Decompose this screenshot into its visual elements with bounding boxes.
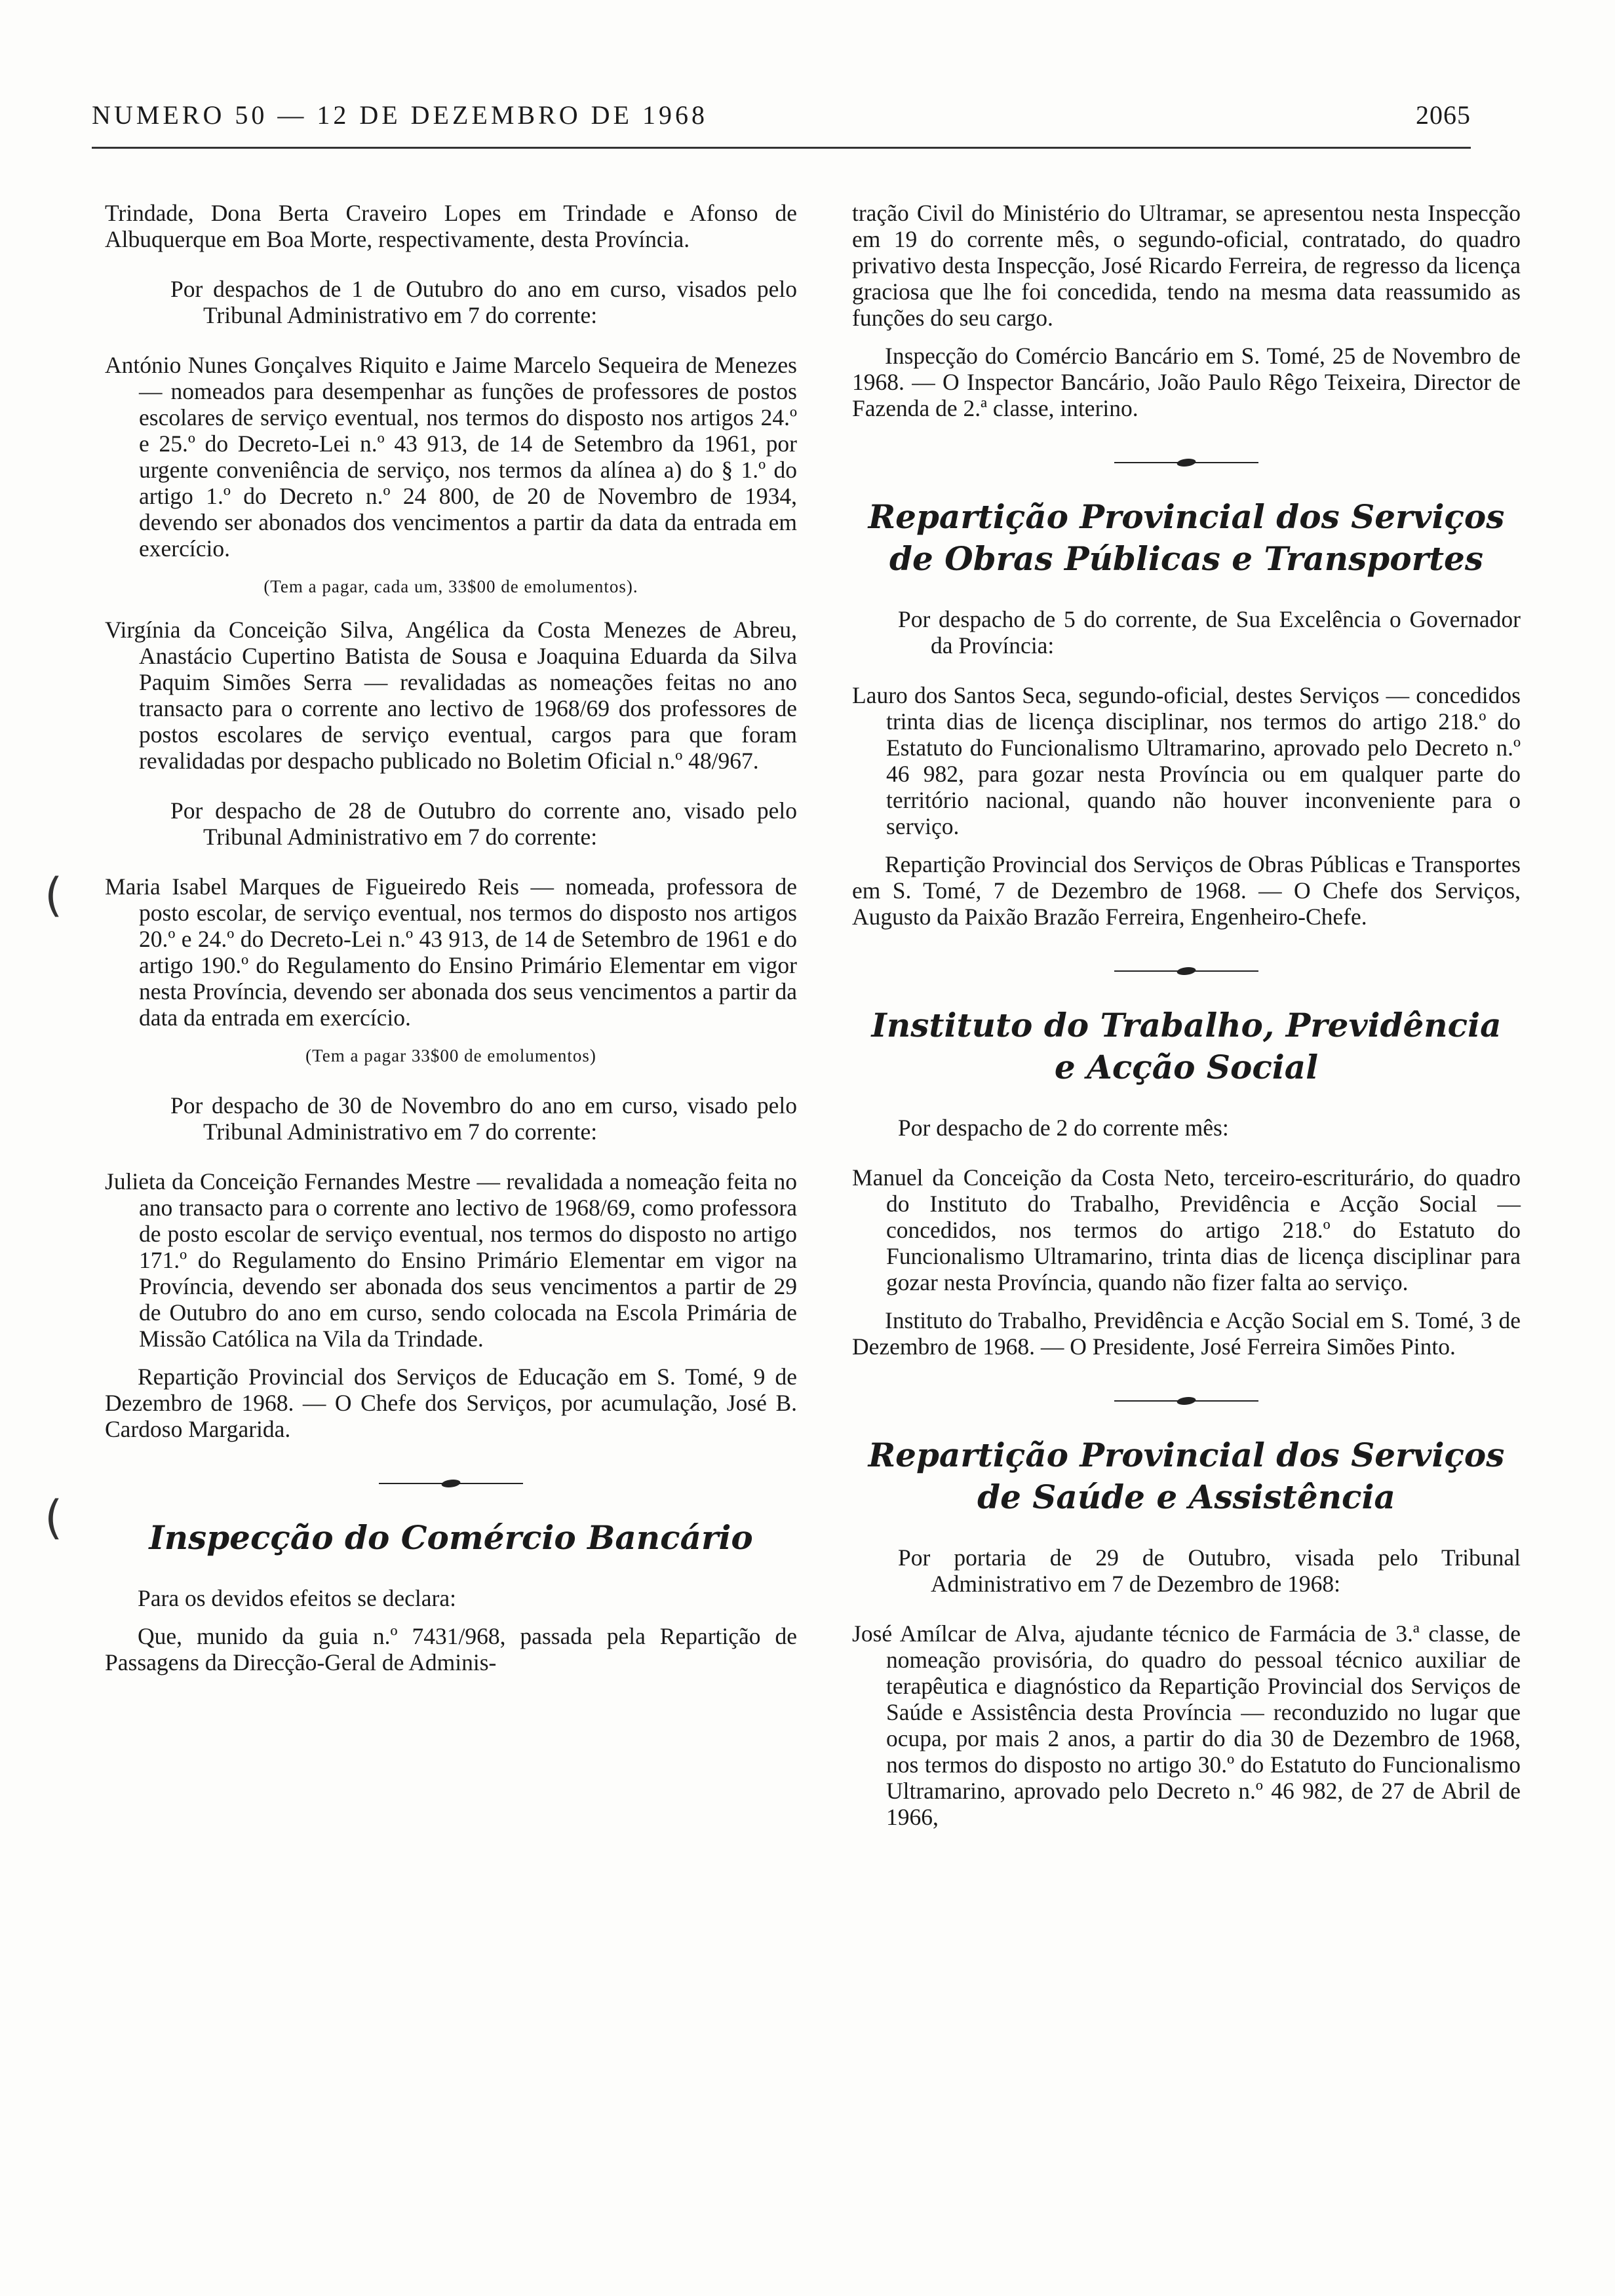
paragraph: tração Civil do Ministério do Ultramar, se apresentou nesta Inspecção em 19 do corrente mês, o segundo-oficial, contratado, do quadro privativo desta Inspecção, José Ricardo Ferreira, de regresso da licença graciosa que lhe foi concedida, tendo na mesma data reassumido as funções do seu cargo.	[852, 200, 1521, 331]
paragraph: António Nunes Gonçalves Riquito e Jaime Marcelo Sequeira de Menezes — nomeados para desempenhar as funções de professores de postos escolares de serviço eventual, nos termos do disposto nos artigos 24.º e 25.º do Decreto-Lei n.º 43 913, de 14 de Setembro da 1961, por urgente conveniência de serviço, nos termos da alínea a) do § 1.º do artigo 1.º do Decreto n.º 24 800, de 20 de Novembro de 1934, devendo ser abonados dos vencimentos a partir da data da entrada em exercício.	[105, 352, 797, 562]
section-title: Repartição Provincial dos Serviços de Obras Públicas e Transportes	[868, 497, 1505, 578]
emolument-note: (Tem a pagar 33$00 de emolumentos)	[305, 1046, 596, 1065]
section-divider	[1114, 966, 1258, 976]
page-number: 2065	[1416, 100, 1471, 130]
section-divider	[379, 1479, 523, 1488]
paragraph: Manuel da Conceição da Costa Neto, terceiro-escriturário, do quadro do Instituto do Trabalho, Previdência e Acção Social — concedidos, nos termos do artigo 218.º do Estatuto do Funcionalismo Ultramarino, trinta dias de licença disciplinar para gozar nesta Província, quando não fizer falta ao serviço.	[852, 1164, 1521, 1295]
page-header	[92, 100, 1471, 145]
signature-paragraph: Repartição Provincial dos Serviços de Obras Públicas e Transportes em S. Tomé, 7 de Dezembro de 1968. — O Chefe dos Serviços, Augusto da Paixão Brazão Ferreira, Engenheiro-Chefe.	[852, 851, 1521, 930]
despacho-heading: Por despacho de 30 de Novembro do ano em curso, visado pelo Tribunal Administrativo em 7 do corrente:	[170, 1092, 797, 1145]
despacho-heading: Por despacho de 5 do corrente, de Sua Excelência o Governador da Província:	[898, 606, 1521, 659]
section-divider	[1114, 1396, 1258, 1406]
margin-mark: (	[45, 1491, 63, 1544]
despacho-heading: Por despacho de 28 de Outubro do corrente ano, visado pelo Tribunal Administrativo em 7 do corrente:	[170, 797, 797, 850]
signature-paragraph: Instituto do Trabalho, Previdência e Acção Social em S. Tomé, 3 de Dezembro de 1968. — O Presidente, José Ferreira Simões Pinto.	[852, 1307, 1521, 1360]
emolument-note: (Tem a pagar, cada um, 33$00 de emolumentos).	[263, 577, 638, 596]
margin-mark: (	[45, 868, 63, 922]
paragraph: Que, munido da guia n.º 7431/968, passada pela Repartição de Passagens da Direcção-Geral de Adminis-	[105, 1623, 797, 1675]
paragraph: Julieta da Conceição Fernandes Mestre — revalidada a nomeação feita no ano transacto para o corrente ano lectivo de 1968/69, como professora de posto escolar de serviço eventual, nos termos do disposto no artigo 171.º do Regulamento do Ensino Primário Elementar em vigor na Província, devendo ser abonada dos seus vencimentos a partir de 29 de Outubro do ano em curso, sendo colocada na Escola Primária de Missão Católica na Vila da Trindade.	[105, 1168, 797, 1352]
section-divider	[1114, 458, 1258, 467]
paragraph: Maria Isabel Marques de Figueiredo Reis — nomeada, professora de posto escolar, de serviço eventual, nos termos do disposto nos artigos 20.º e 24.º do Decreto-Lei n.º 43 913, de 14 de Setembro de 1961 e do artigo 190.º do Regulamento do Ensino Primário Elementar em vigor nesta Província, devendo ser abonada dos seus vencimentos a partir da data da entrada em exercício.	[105, 873, 797, 1031]
section-title: Repartição Provincial dos Serviços de Saúde e Assistência	[868, 1436, 1505, 1516]
section-title: Instituto do Trabalho, Previdência e Acção Social	[871, 1006, 1502, 1086]
paragraph: Para os devidos efeitos se declara:	[138, 1585, 456, 1611]
despacho-heading: Por despachos de 1 de Outubro do ano em curso, visados pelo Tribunal Administrativo em 7 do corrente:	[170, 276, 797, 328]
issue-title: NUMERO 50 — 12 DE DEZEMBRO DE 1968	[92, 100, 708, 130]
right-column	[852, 200, 1521, 1842]
paragraph: Trindade, Dona Berta Craveiro Lopes em Trindade e Afonso de Albuquerque em Boa Morte, respectivamente, desta Província.	[105, 200, 797, 252]
paragraph: Virgínia da Conceição Silva, Angélica da Costa Menezes de Abreu, Anastácio Cupertino Batista de Sousa e Joaquina Eduarda da Silva Paquim Simões Serra — revalidadas as nomeações feitas no ano transacto para o corrente ano lectivo de 1968/69 dos professores de postos escolares de serviço eventual, cargos para que foram revalidadas por despacho publicado no Boletim Oficial n.º 48/967.	[105, 617, 797, 774]
left-column	[105, 200, 797, 1687]
despacho-heading: Por despacho de 2 do corrente mês:	[898, 1115, 1229, 1141]
paragraph: Lauro dos Santos Seca, segundo-oficial, destes Serviços — concedidos trinta dias de licença disciplinar, nos termos do artigo 218.º do Estatuto do Funcionalismo Ultramarino, aprovado pelo Decreto n.º 46 982, para gozar nesta Província ou em qualquer parte do território nacional, quando não houver inconveniente para o serviço.	[852, 682, 1521, 839]
signature-paragraph: Inspecção do Comércio Bancário em S. Tomé, 25 de Novembro de 1968. — O Inspector Bancário, João Paulo Rêgo Teixeira, Director de Fazenda de 2.ª classe, interino.	[852, 343, 1521, 421]
header-rule	[92, 147, 1471, 149]
despacho-heading: Por portaria de 29 de Outubro, visada pelo Tribunal Administrativo em 7 de Dezembro de 1968:	[898, 1544, 1521, 1597]
signature-paragraph: Repartição Provincial dos Serviços de Educação em S. Tomé, 9 de Dezembro de 1968. — O Chefe dos Serviços, por acumulação, José B. Cardoso Margarida.	[105, 1364, 797, 1442]
section-title: Inspecção do Comércio Bancário	[149, 1518, 753, 1557]
paragraph: José Amílcar de Alva, ajudante técnico de Farmácia de 3.ª classe, de nomeação provisória, do quadro do pessoal técnico auxiliar de terapêutica e diagnóstico da Repartição Provincial dos Serviços de Saúde e Assistência desta Província — reconduzido no lugar que ocupa, por mais 2 anos, a partir do dia 30 de Dezembro de 1968, nos termos do disposto no artigo 30.º do Estatuto do Funcionalismo Ultramarino, aprovado pelo Decreto n.º 46 982, de 27 de Abril de 1966,	[852, 1620, 1521, 1830]
